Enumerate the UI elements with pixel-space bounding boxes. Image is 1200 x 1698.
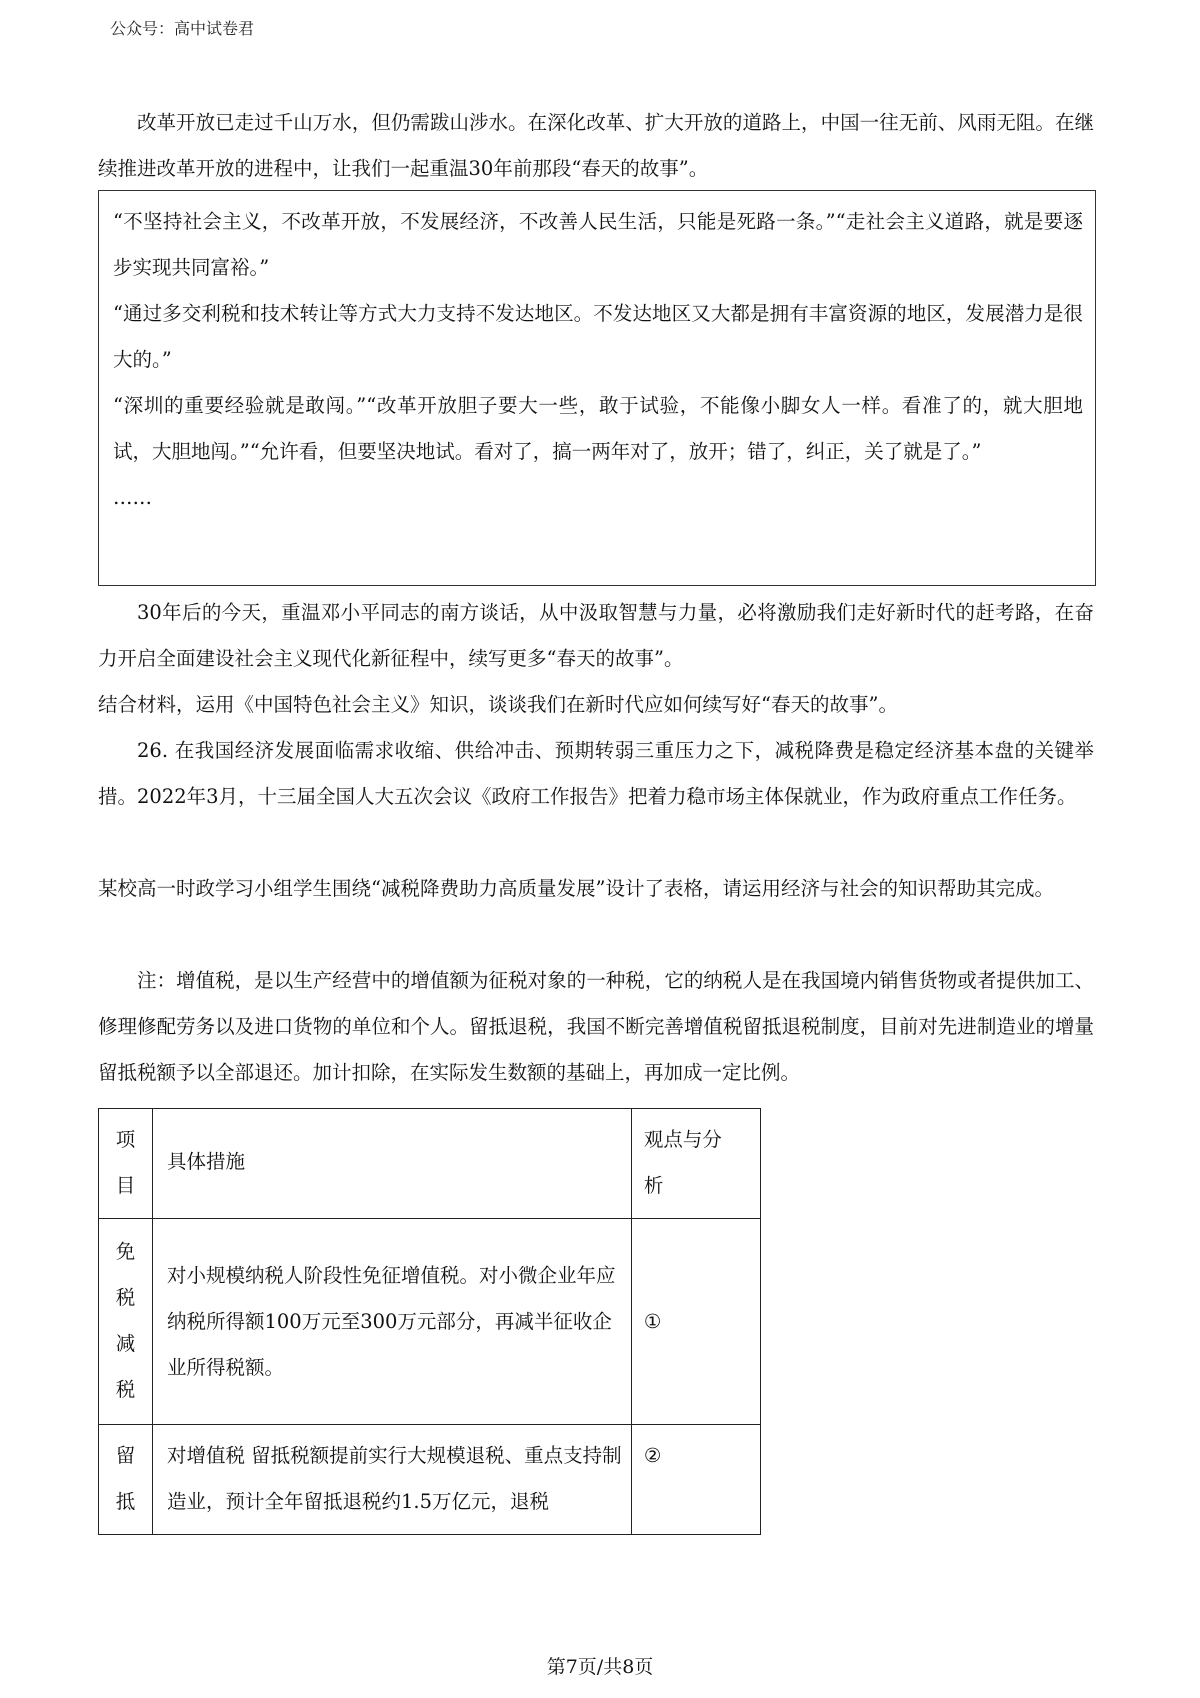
question-26-note: 注：增值税，是以生产经营中的增值额为征税对象的一种税，它的纳税人是在我国境内销售货物或者提供加工、修理修配劳务以及进口货物的单位和个人。留抵退税，我国不断完善增值税留抵退税制度，目前对先进制造业的增量留抵税额予以全部退还。加计扣除，在实际发生数额的基础上，再加成一定比例。 [98, 969, 1094, 1084]
intro-paragraph: 改革开放已走过千山万水，但仍需跋山涉水。在深化改革、扩大开放的道路上，中国一往无前、风雨无阻。在继续推进改革开放的进程中，让我们一起重温30年前那段“春天的故事”。 [98, 111, 1094, 180]
table-row [99, 1219, 761, 1425]
question-26-intro: 26. 在我国经济发展面临需求收缩、供给冲击、预期转弱三重压力之下，减税降费是稳定经济基本盘的关键举措。2022年3月，十三届全国人大五次会议《政府工作报告》把着力稳市场主体保就业，作为政府重点工作任务。 [98, 739, 1094, 808]
quote-2: “通过多交利税和技术转让等方式大力支持不发达地区。不发达地区又大都是拥有丰富资源的地区，发展潜力是很大的。” [113, 302, 1083, 371]
table-header-row [99, 1109, 761, 1219]
row2-measures: 对增值税 留抵税额提前实行大规模退税、重点支持制造业，预计全年留抵退税约1.5万亿元，退税 [152, 1425, 631, 1535]
question-25: 结合材料，运用《中国特色社会主义》知识，谈谈我们在新时代应如何续写好“春天的故事”。 [98, 693, 898, 716]
header-note: 公众号：高中试卷君 [110, 19, 255, 38]
row1-item: 免税减税 [99, 1219, 153, 1425]
row2-item: 留抵 [99, 1425, 153, 1535]
table-row [99, 1425, 761, 1535]
quote-box [98, 190, 1096, 586]
quote-1: “不坚持社会主义，不改革开放，不发展经济，不改善人民生活，只能是死路一条。”“走社会主义道路，就是要逐步实现共同富裕。” [113, 210, 1083, 279]
measures-table [98, 1108, 761, 1535]
after-quote-paragraph: 30年后的今天，重温邓小平同志的南方谈话，从中汲取智慧与力量，必将激励我们走好新时代的赶考路，在奋力开启全面建设社会主义现代化新征程中，续写更多“春天的故事”。 [98, 601, 1094, 670]
header-measures: 具体措施 [152, 1109, 631, 1219]
page-footer: 第7页/共8页 [546, 1656, 654, 1678]
header-item: 项目 [99, 1109, 153, 1219]
row1-analysis: ① [631, 1219, 760, 1425]
header-analysis: 观点与分析 [631, 1109, 760, 1219]
question-26-task: 某校高一时政学习小组学生围绕“减税降费助力高质量发展”设计了表格，请运用经济与社会的知识帮助其完成。 [98, 877, 1054, 900]
quote-3: “深圳的重要经验就是敢闯。”“改革开放胆子要大一些，敢于试验，不能像小脚女人一样。看准了的，就大胆地试，大胆地闯。”“允许看，但要坚决地试。看对了，搞一两年对了，放开；错了，纠正，关了就是了。” [113, 394, 1083, 463]
row1-measures: 对小规模纳税人阶段性免征增值税。对小微企业年应纳税所得额100万元至300万元部分，再减半征收企业所得税额。 [152, 1219, 631, 1425]
row2-analysis: ② [631, 1425, 760, 1535]
quote-ellipsis: …… [113, 486, 152, 509]
